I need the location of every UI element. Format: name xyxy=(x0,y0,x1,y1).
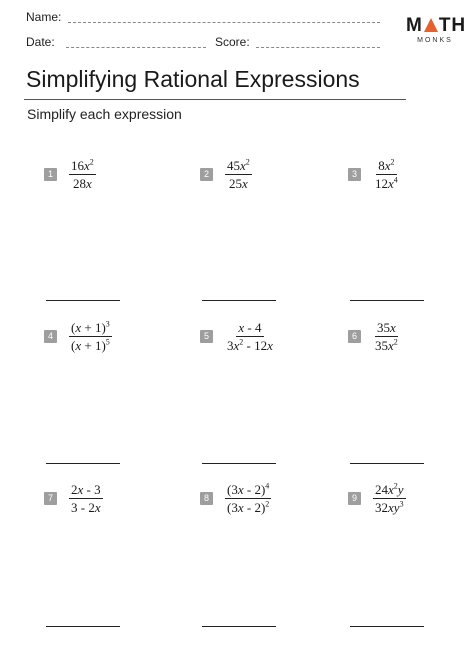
problem-4 xyxy=(44,320,112,353)
problem-number-badge: 8 xyxy=(200,492,213,505)
problem-number-badge: 7 xyxy=(44,492,57,505)
answer-line-5[interactable] xyxy=(202,463,276,464)
answer-line-8[interactable] xyxy=(202,626,276,627)
denominator: $32xy^3$ xyxy=(375,499,404,515)
fraction xyxy=(69,158,96,191)
denominator: $35x^2$ xyxy=(375,337,398,353)
numerator: $(x + 1)^3$ xyxy=(71,319,110,335)
answer-line-7[interactable] xyxy=(46,626,120,627)
problem-number-badge: 5 xyxy=(200,330,213,343)
answer-line-3[interactable] xyxy=(350,300,424,301)
numerator: 35x xyxy=(377,320,396,335)
logo-subtitle: MONKS xyxy=(417,37,453,44)
numerator: $45x^2$ xyxy=(227,157,250,173)
date-line[interactable] xyxy=(66,47,206,48)
answer-line-6[interactable] xyxy=(350,463,424,464)
logo-wordmark xyxy=(406,15,467,36)
numerator: $24x^2y$ xyxy=(375,481,404,497)
problem-9 xyxy=(348,482,406,515)
problem-number-badge: 2 xyxy=(200,168,213,181)
name-line[interactable] xyxy=(68,22,380,23)
fraction xyxy=(225,158,252,191)
denominator: 25x xyxy=(229,176,248,191)
problem-6 xyxy=(348,320,400,353)
date-label: Date: xyxy=(26,35,55,49)
numerator: $8x^2$ xyxy=(378,157,395,173)
denominator: 3 - 2x xyxy=(71,500,101,515)
fraction xyxy=(225,482,271,515)
problem-number-badge: 1 xyxy=(44,168,57,181)
score-label: Score: xyxy=(215,35,250,49)
fraction xyxy=(373,482,406,515)
answer-line-9[interactable] xyxy=(350,626,424,627)
fraction xyxy=(69,482,103,515)
numerator: $16x^2$ xyxy=(71,157,94,173)
denominator: (3x - 2)$^2$ xyxy=(227,499,270,515)
answer-line-4[interactable] xyxy=(46,463,120,464)
math-monks-logo xyxy=(406,15,467,45)
logo-letters-th: TH xyxy=(438,15,467,36)
denominator: 28x xyxy=(73,176,92,191)
problem-number-badge: 4 xyxy=(44,330,57,343)
numerator: (3x - 2)$^4$ xyxy=(227,481,270,497)
page-title: Simplifying Rational Expressions xyxy=(26,66,360,92)
numerator: 2x - 3 xyxy=(71,482,101,497)
problem-3 xyxy=(348,158,400,191)
score-line[interactable] xyxy=(256,47,380,48)
title-divider xyxy=(24,99,406,100)
problem-1 xyxy=(44,158,96,191)
problem-7 xyxy=(44,482,103,515)
denominator: $3x^2 - 12x$ xyxy=(227,337,273,353)
fraction xyxy=(373,158,400,191)
problem-2 xyxy=(200,158,252,191)
numerator: x - 4 xyxy=(238,320,262,335)
problem-number-badge: 3 xyxy=(348,168,361,181)
answer-line-2[interactable] xyxy=(202,300,276,301)
denominator: $12x^4$ xyxy=(375,175,398,191)
problem-number-badge: 9 xyxy=(348,492,361,505)
answer-line-1[interactable] xyxy=(46,300,120,301)
name-label: Name: xyxy=(26,10,62,24)
fraction xyxy=(373,320,400,353)
problem-5 xyxy=(200,320,275,353)
denominator: $(x + 1)^5$ xyxy=(71,337,110,353)
instruction-text: Simplify each expression xyxy=(27,106,182,122)
problem-8 xyxy=(200,482,271,515)
problem-number-badge: 6 xyxy=(348,330,361,343)
fraction xyxy=(225,320,275,353)
fraction xyxy=(69,320,112,353)
logo-letter-m: M xyxy=(406,15,423,36)
triangle-icon xyxy=(424,18,438,32)
